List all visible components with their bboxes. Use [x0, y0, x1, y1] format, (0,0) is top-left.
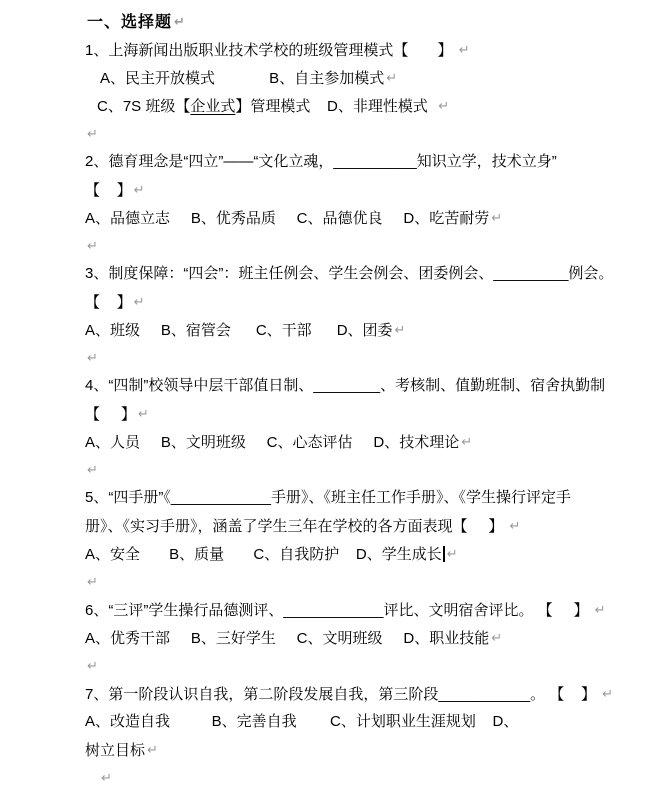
- paragraph-mark-icon: ↵: [101, 770, 112, 785]
- text-run: A、人员 B、文明班级 C、心态评估 D、技术理论: [85, 434, 460, 451]
- text-run: 【 】: [85, 406, 136, 423]
- paragraph-mark-icon: ↵: [133, 182, 145, 197]
- text-run: 2、德育理念是“四立”——“文化立魂，__________知识立学，技术立身”: [85, 153, 557, 170]
- paragraph-mark-icon: ↵: [594, 602, 606, 617]
- text-run: A、班级 B、宿管会 C、干部 D、团委: [85, 322, 393, 339]
- question-3-stem: [85, 260, 652, 288]
- empty-paragraph: [85, 568, 652, 596]
- question-4-stem: [85, 372, 652, 400]
- question-5-stem-line-2: [85, 512, 652, 540]
- paragraph-mark-icon: ↵: [147, 742, 158, 757]
- question-5-options: [85, 540, 652, 568]
- empty-paragraph: [85, 232, 652, 260]
- question-6-stem: [85, 596, 652, 624]
- question-3-options: [85, 316, 652, 344]
- paragraph-mark-icon: ↵: [491, 630, 503, 645]
- text-run: A、改造自我 B、完善自我 C、计划职业生涯规划 D、: [85, 713, 519, 730]
- question-4-answer-bracket: [85, 400, 652, 428]
- question-6-options: [85, 624, 652, 652]
- paragraph-mark-icon: ↵: [87, 126, 98, 141]
- paragraph-mark-icon: ↵: [461, 434, 473, 449]
- paragraph-mark-icon: ↵: [602, 686, 614, 701]
- text-run: 【 】: [85, 182, 132, 199]
- text-run: 】管理模式 D、非理性模式: [235, 98, 437, 115]
- paragraph-mark-icon: ↵: [87, 350, 98, 365]
- empty-paragraph: [85, 456, 652, 484]
- text-run: A、品德立志 B、优秀品质 C、品德优良 D、吃苦耐劳: [85, 210, 490, 227]
- text-run: A、安全 B、质量 C、自我防护 D、学生成长: [85, 546, 442, 563]
- paragraph-mark-icon: ↵: [491, 210, 503, 225]
- question-7-options-line-2: [85, 736, 652, 764]
- paragraph-mark-icon: ↵: [438, 98, 450, 113]
- underlined-text-run: 企业式: [190, 98, 236, 115]
- paragraph-mark-icon: ↵: [133, 294, 145, 309]
- question-1-options-ab: [85, 64, 652, 92]
- paragraph-mark-icon: ↵: [137, 406, 149, 421]
- text-run: 一、选择题: [87, 14, 173, 31]
- text-run: 4、“四制”校领导中层干部值日制、________、考核制、值勤班制、宿舍执勤制: [85, 377, 606, 394]
- question-1-options-cd: [85, 92, 652, 120]
- text-run: 册》、《实习手册》，涵盖了学生三年在学校的各方面表现【 】: [85, 518, 508, 535]
- question-3-answer-bracket: [85, 288, 652, 316]
- paragraph-mark-icon: ↵: [87, 658, 98, 673]
- text-run: A、民主开放模式 B、自主参加模式: [100, 70, 385, 87]
- paragraph-mark-icon: ↵: [87, 574, 98, 589]
- question-5-stem-line-1: [85, 484, 652, 512]
- question-1-stem: [85, 36, 652, 64]
- paragraph-mark-icon: ↵: [87, 462, 98, 477]
- question-2-stem: [85, 148, 652, 176]
- text-run: 7、第一阶段认识自我，第二阶段发展自我，第三阶段___________。 【 】: [85, 686, 601, 703]
- paragraph-mark-icon: ↵: [446, 546, 458, 561]
- text-run: 1、上海新闻出版职业技术学校的班级管理模式【 】: [85, 42, 457, 59]
- paragraph-mark-icon: ↵: [458, 42, 470, 57]
- text-run: 【 】: [85, 294, 132, 311]
- paragraph-mark-icon: ↵: [394, 322, 406, 337]
- text-run: C、7S 班级【: [97, 98, 191, 115]
- paragraph-mark-icon: ↵: [87, 238, 98, 253]
- text-run: 6、“三评”学生操行品德测评、____________评比、文明宿舍评比。 【 】: [85, 602, 593, 619]
- question-2-answer-bracket: [85, 176, 652, 204]
- text-run: 树立目标: [85, 742, 146, 759]
- empty-paragraph: [85, 344, 652, 372]
- question-7-stem: [85, 680, 652, 708]
- text-run: 3、制度保障：“四会”：班主任例会、学生会例会、团委例会、_________例会。: [85, 265, 614, 282]
- question-2-options: [85, 204, 652, 232]
- question-7-options-line-1: [85, 708, 652, 736]
- empty-paragraph: [85, 120, 652, 148]
- quiz-document-body[interactable]: [85, 8, 652, 792]
- question-4-options: [85, 428, 652, 456]
- paragraph-mark-icon: ↵: [509, 518, 521, 533]
- paragraph-mark-icon: ↵: [174, 14, 186, 29]
- paragraph-mark-icon: ↵: [386, 70, 398, 85]
- empty-paragraph: [85, 652, 652, 680]
- text-run: 5、“四手册”《____________手册》、《班主任工作手册》、《学生操行评定手: [85, 489, 571, 506]
- text-run: A、优秀干部 B、三好学生 C、文明班级 D、职业技能: [85, 630, 490, 647]
- heading-choice-questions: [85, 8, 652, 36]
- empty-paragraph: [85, 764, 652, 792]
